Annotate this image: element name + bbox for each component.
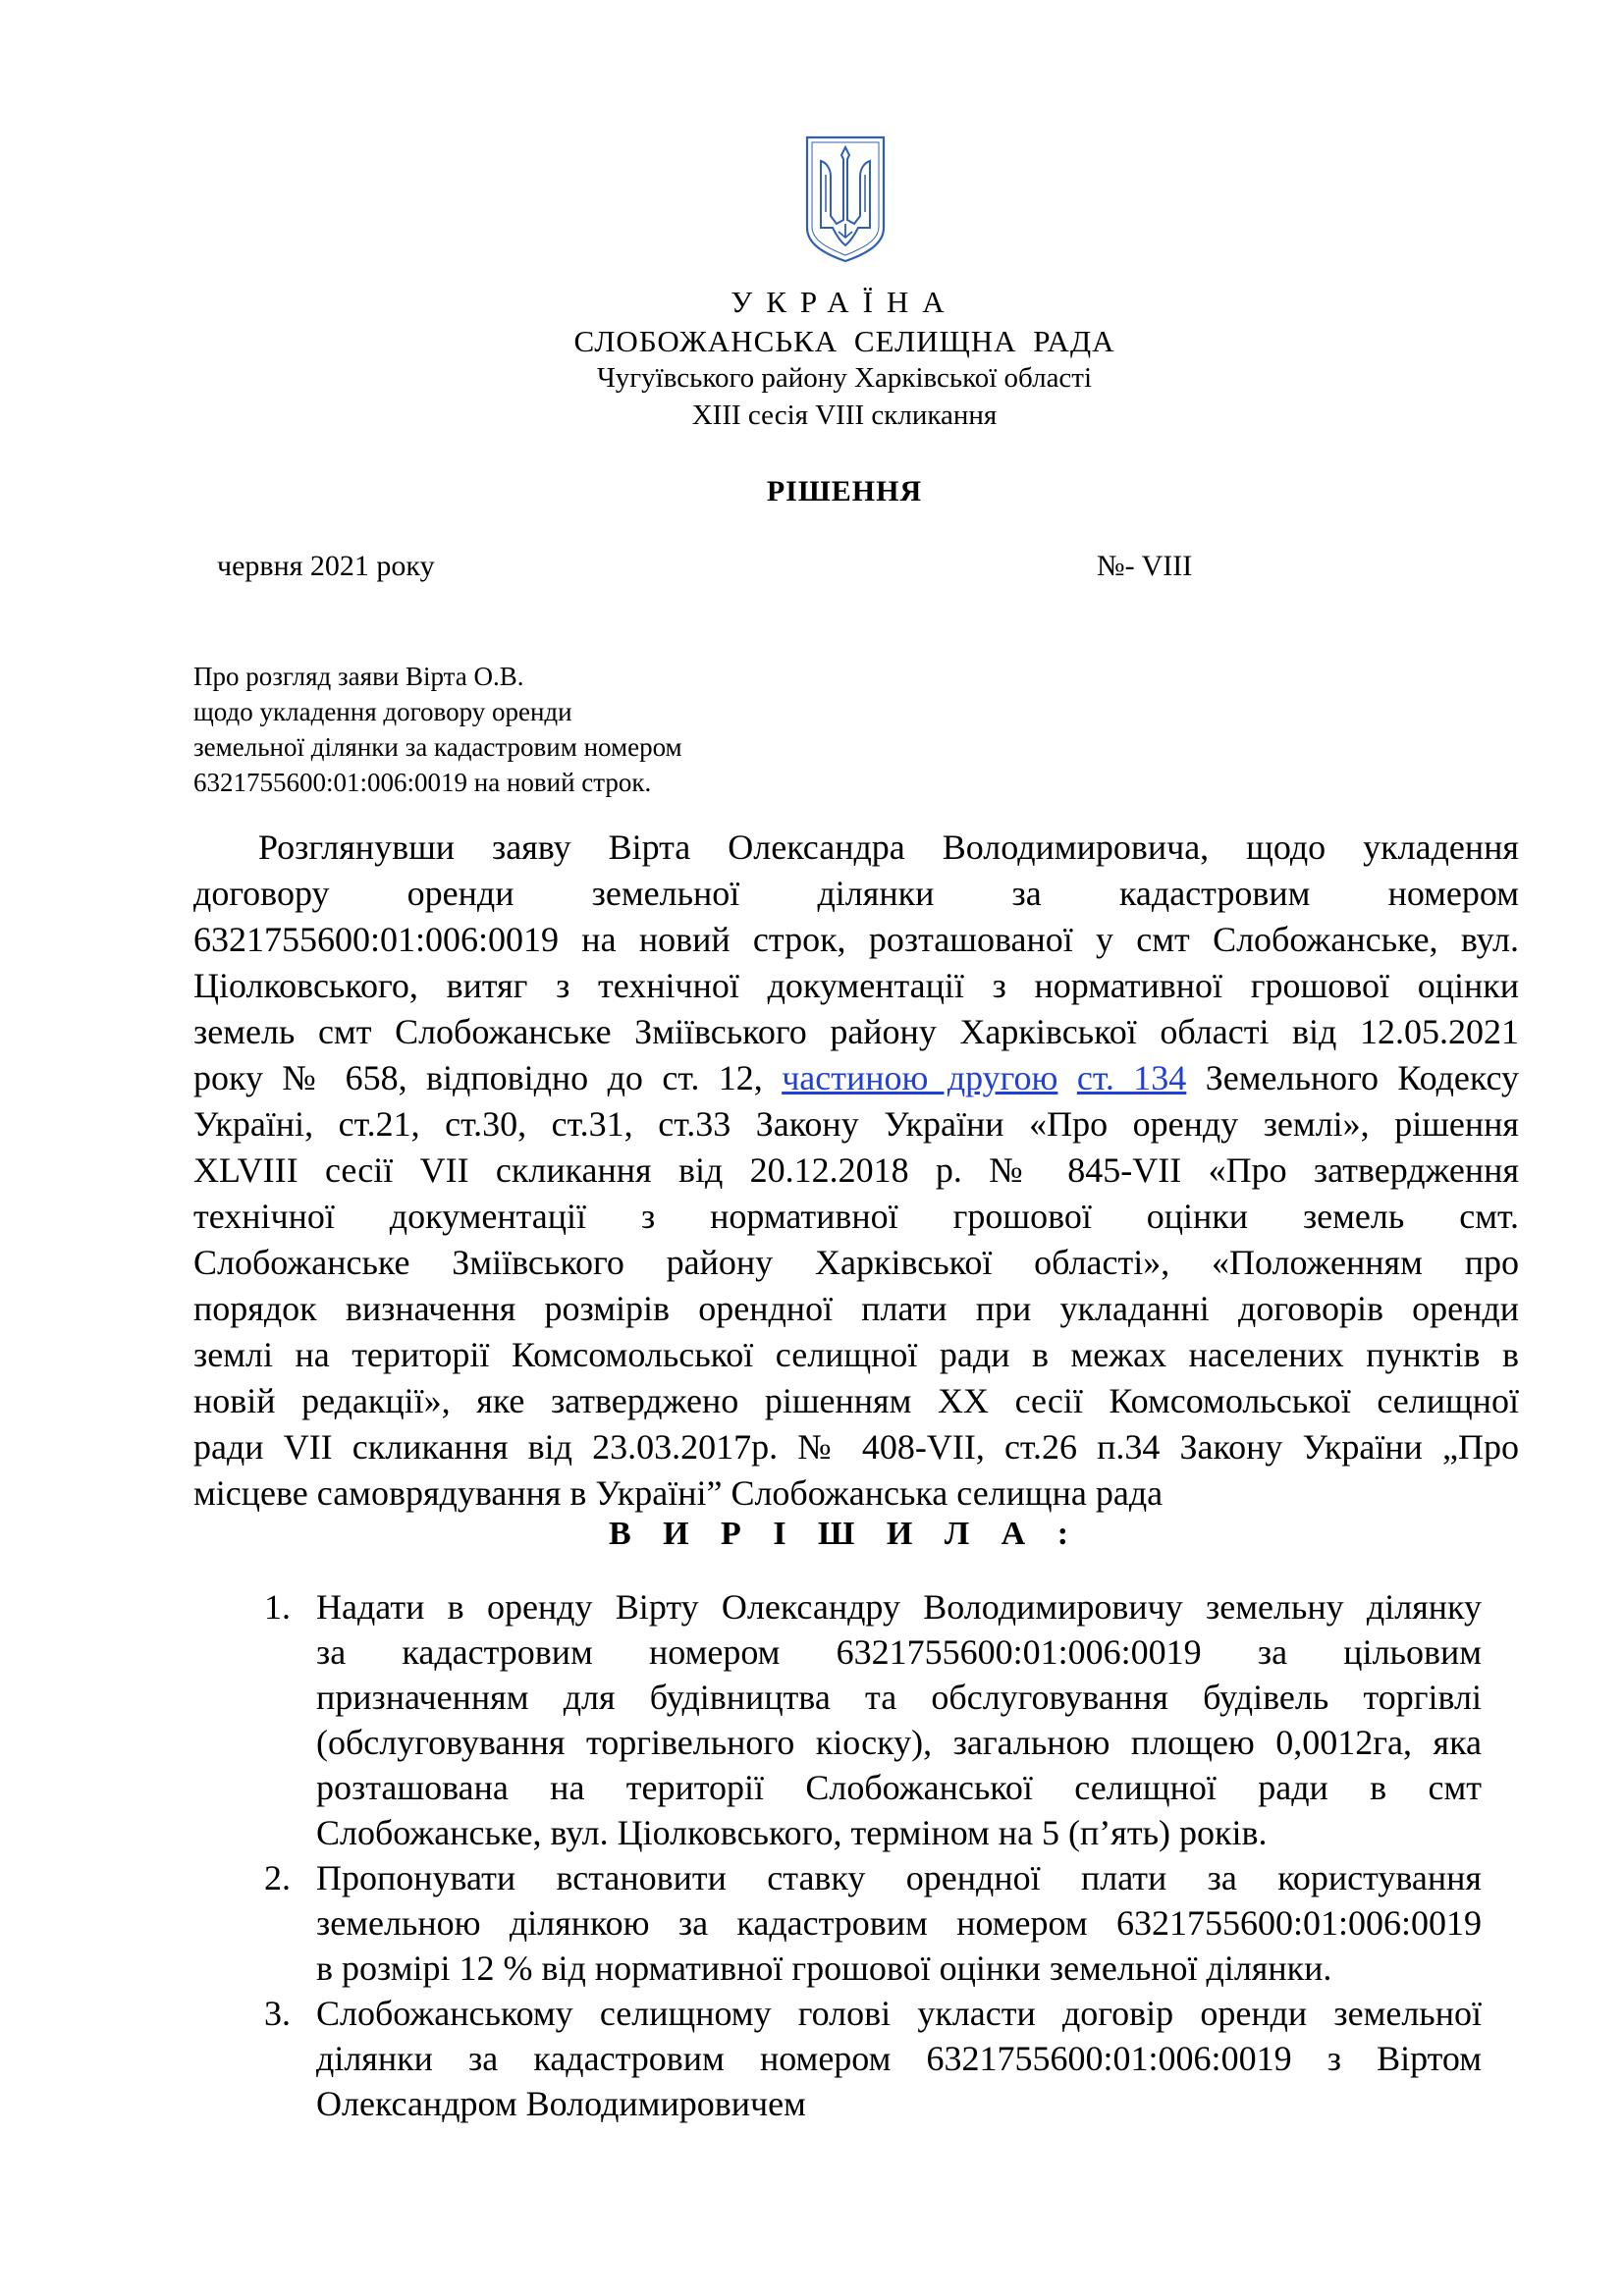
subject-line: щодо укладення договору оренди (193, 697, 572, 726)
preamble-line: Україні, ст.21, ст.30, ст.31, ст.33 Закону України «Про оренду землі», рішення (193, 1104, 1519, 1144)
preamble-line: землі на території Комсомольської селищної ради в межах населених пунктів в (193, 1335, 1519, 1374)
preamble-line: новій редакції», яке затверджено рішенням XX сесії Комсомольської селищної (193, 1381, 1519, 1420)
item-line: Надати в оренду Вірту Олександру Володимировичу земельну ділянку (316, 1587, 1482, 1627)
preamble-line: XLVIII сесії VII скликання від 20.12.2018 р. № 845-VII «Про затвердження (193, 1150, 1519, 1190)
decision-subject (193, 659, 682, 800)
preamble-line: земель смт Слобожанське Зміївського району Харківської області від 12.05.2021 (193, 1012, 1519, 1051)
header-session: XIII сесія VIII скликання (691, 400, 998, 431)
preamble-line-with-links (193, 1055, 1519, 1101)
decision-title: РІШЕННЯ (766, 475, 923, 507)
link-part-two[interactable]: частиною другою (782, 1058, 1058, 1097)
decision-number: №- VIII (1097, 550, 1193, 582)
item-number: 3. (264, 1994, 291, 2033)
item-line: розташована на території Слобожанської селищної ради в смт (316, 1768, 1482, 1807)
preamble-paragraph (193, 825, 1519, 1517)
preamble-line: 6321755600:01:006:0019 на новий строк, розташованої у смт Слобожанське, вул. (193, 920, 1519, 959)
subject-line: Про розгляд заяви Вірта О.В. (193, 662, 524, 691)
header-council: СЛОБОЖАНСЬКА СЕЛИЩНА РАДА (573, 324, 1115, 358)
preamble-line: ради VII скликання від 23.03.2017р. № 408-VII, ст.26 п.34 Закону України „Про (193, 1427, 1519, 1467)
preamble-line: технічної документації з нормативної грошової оцінки земель смт. (193, 1197, 1519, 1236)
decision-item (264, 1584, 1482, 1855)
item-line: в розмірі 12 % від нормативної грошової оцінки земельної ділянки. (316, 1949, 1332, 1988)
preamble-line: Ціолковського, витяг з технічної документації з нормативної грошової оцінки (193, 966, 1519, 1005)
item-line: земельною ділянкою за кадастровим номером 6321755600:01:006:0019 (316, 1903, 1482, 1943)
preamble-line: порядок визначення розмірів орендної плати при укладанні договорів оренди (193, 1289, 1519, 1328)
resolved-heading: В И Р І Ш И Л А : (608, 1516, 1081, 1552)
subject-line: 6321755600:01:006:0019 на новий строк. (193, 768, 652, 797)
decision-items (264, 1584, 1482, 2126)
preamble-text: року № 658, відповідно до ст. 12, (193, 1058, 763, 1097)
header-country: УКРАЇНА (731, 285, 958, 319)
item-line: Пропонувати встановити ставку орендної плати за користування (316, 1858, 1482, 1897)
preamble-text: Земельного Кодексу (1205, 1058, 1520, 1097)
preamble-line: місцеве самоврядування в Україні” Слобожанська селищна рада (193, 1473, 1164, 1513)
preamble-line: Розглянувши заяву Вірта Олександра Володимировича, щодо укладення (258, 828, 1519, 867)
item-line: призначенням для будівництва та обслуговування будівель торгівлі (316, 1678, 1482, 1717)
preamble-line: Слобожанське Зміївського району Харківської області», «Положенням про (193, 1243, 1519, 1282)
coat-of-arms-icon (803, 133, 888, 265)
item-line: (обслуговування торгівельного кіоску), загальною площею 0,0012га, яка (316, 1723, 1482, 1762)
item-number: 1. (264, 1587, 291, 1627)
decision-date: червня 2021 року (217, 550, 435, 582)
item-line: Слобожанське, вул. Ціолковського, терміном на 5 (п’ять) років. (316, 1813, 1268, 1852)
decision-item (264, 1991, 1482, 2126)
link-article-134[interactable]: ст. 134 (1076, 1058, 1187, 1097)
subject-line: земельної ділянки за кадастровим номером (193, 732, 682, 762)
item-line: ділянки за кадастровим номером 6321755600:01:006:0019 з Віртом (316, 2039, 1482, 2078)
item-line: Слобожанському селищному голові укласти договір оренди земельної (316, 1994, 1482, 2033)
header-district: Чугуївського району Харківської області (596, 362, 1093, 394)
item-line: за кадастровим номером 6321755600:01:006:0019 за цільовим (316, 1632, 1482, 1672)
preamble-line: договору оренди земельної ділянки за кадастровим номером (193, 874, 1519, 913)
item-line: Олександром Володимировичем (316, 2084, 806, 2123)
item-number: 2. (264, 1858, 291, 1897)
decision-item (264, 1855, 1482, 1991)
